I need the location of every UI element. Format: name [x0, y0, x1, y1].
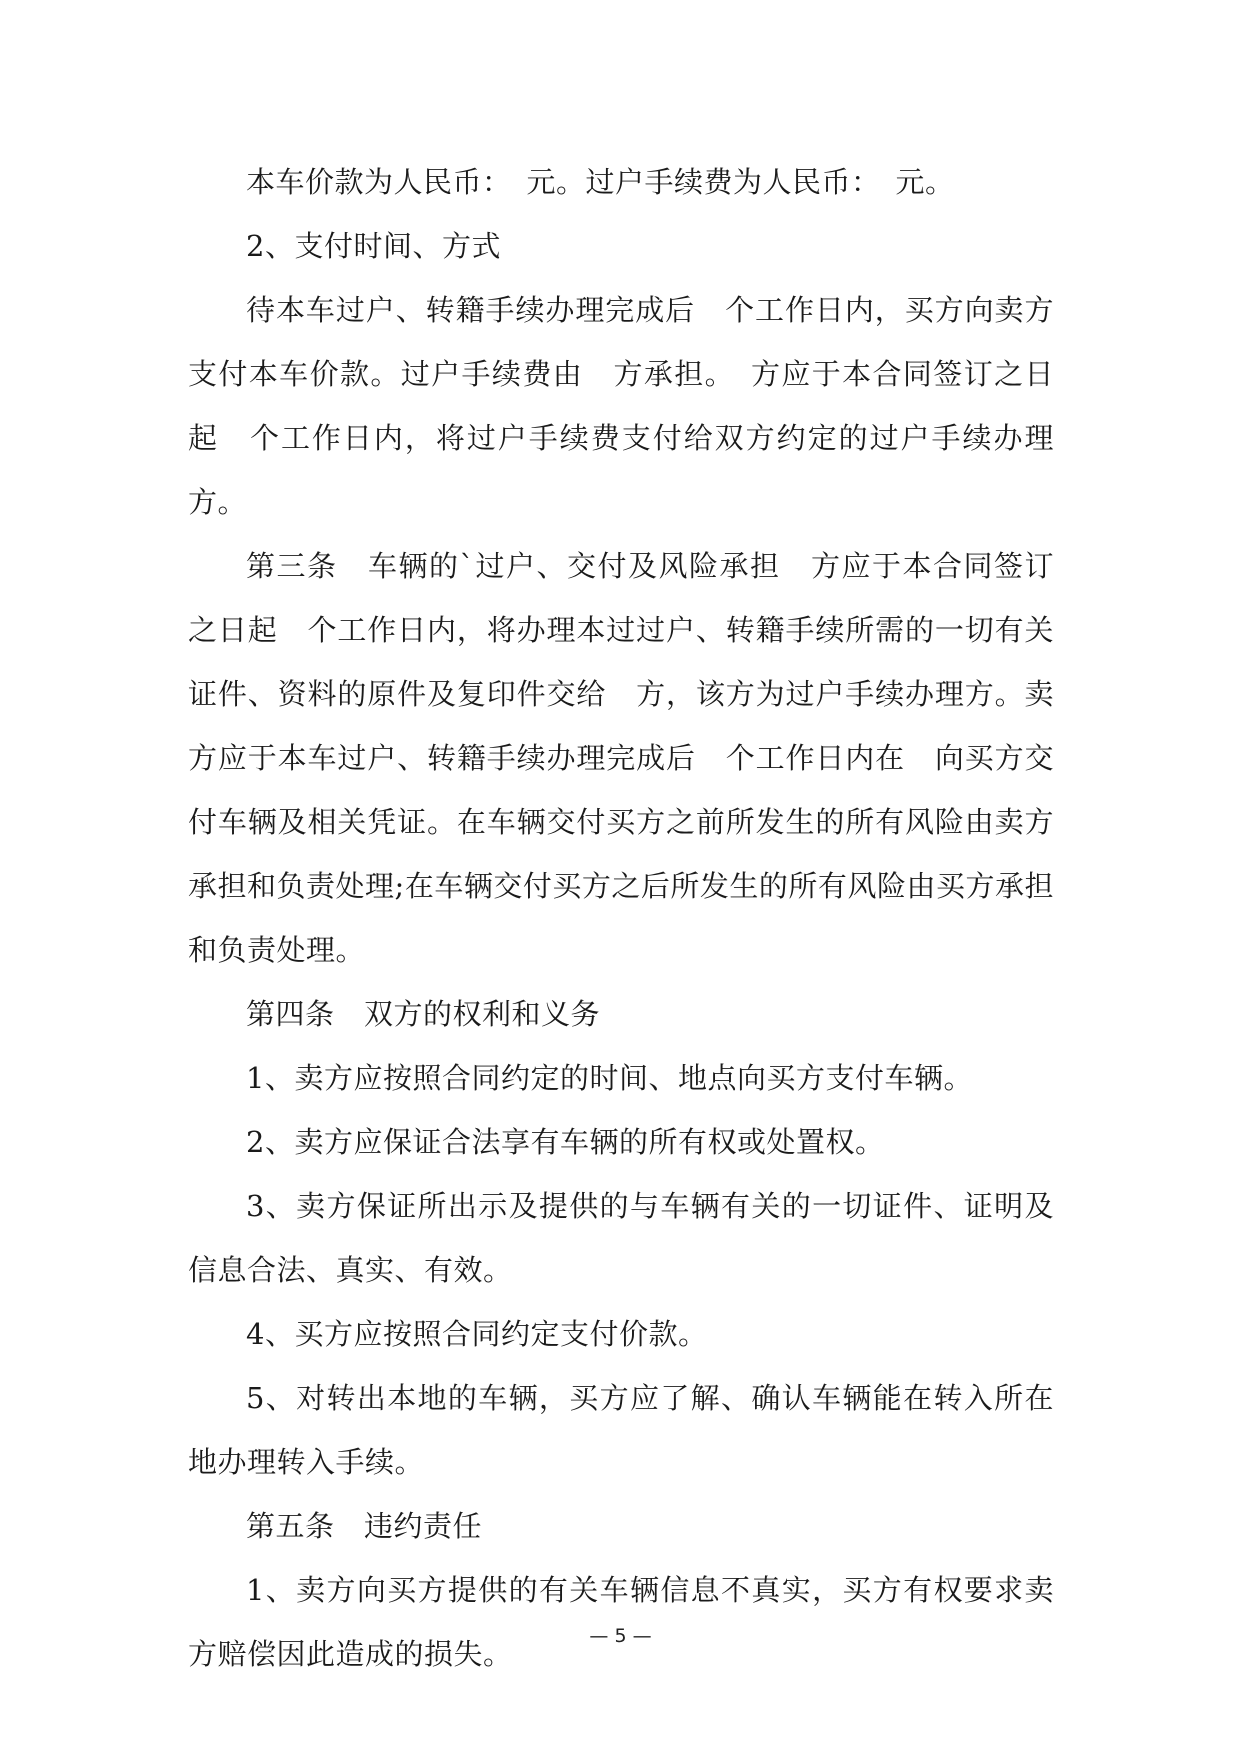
paragraph-clause-4-5: 5、对转出本地的车辆，买方应了解、确认车辆能在转入所在地办理转入手续。: [188, 1381, 1054, 1479]
paragraph-article-five-heading: 第五条 违约责任: [246, 1509, 483, 1543]
paragraph-payment-terms: 待本车过户、转籍手续办理完成后 个工作日内，买方向卖方支付本车价款。过户手续费由 方承担。 方应于本合同签订之日起 个工作日内，将过户手续费支付给双方约定的过户手续办理方。: [188, 293, 1054, 519]
paragraph-price: 本车价款为人民币： 元。过户手续费为人民币： 元。: [246, 165, 955, 199]
page-number: — 5 —: [589, 1625, 652, 1647]
paragraph-clause-4-2: 2、卖方应保证合法享有车辆的所有权或处置权。: [246, 1125, 885, 1159]
paragraph-clause-4-4: 4、买方应按照合同约定支付价款。: [246, 1317, 708, 1351]
document-body: [188, 150, 1054, 1686]
paragraph-article-four-heading: 第四条 双方的权利和义务: [246, 997, 601, 1031]
paragraph-clause-5-1: 1、卖方向买方提供的有关车辆信息不真实，买方有权要求卖方赔偿因此造成的损失。: [188, 1573, 1054, 1671]
paragraph-clause-4-1: 1、卖方应按照合同约定的时间、地点向买方支付车辆。: [246, 1061, 973, 1095]
paragraph-article-three: 第三条 车辆的`过户、交付及风险承担 方应于本合同签订之日起 个工作日内，将办理本过过户、转籍手续所需的一切有关证件、资料的原件及复印件交给 方，该方为过户手续办理方。卖方应于本车过户、转籍手续办理完成后 个工作日内在 向买方交付车辆及相关凭证。在车辆交付买方之前所发生的所有风险由卖方承担和负责处理;在车辆交付买方之后所发生的所有风险由买方承担和负责处理。: [188, 549, 1054, 967]
paragraph-payment-heading: 2、支付时间、方式: [246, 229, 501, 263]
paragraph-clause-4-3: 3、卖方保证所出示及提供的与车辆有关的一切证件、证明及信息合法、真实、有效。: [188, 1189, 1054, 1287]
